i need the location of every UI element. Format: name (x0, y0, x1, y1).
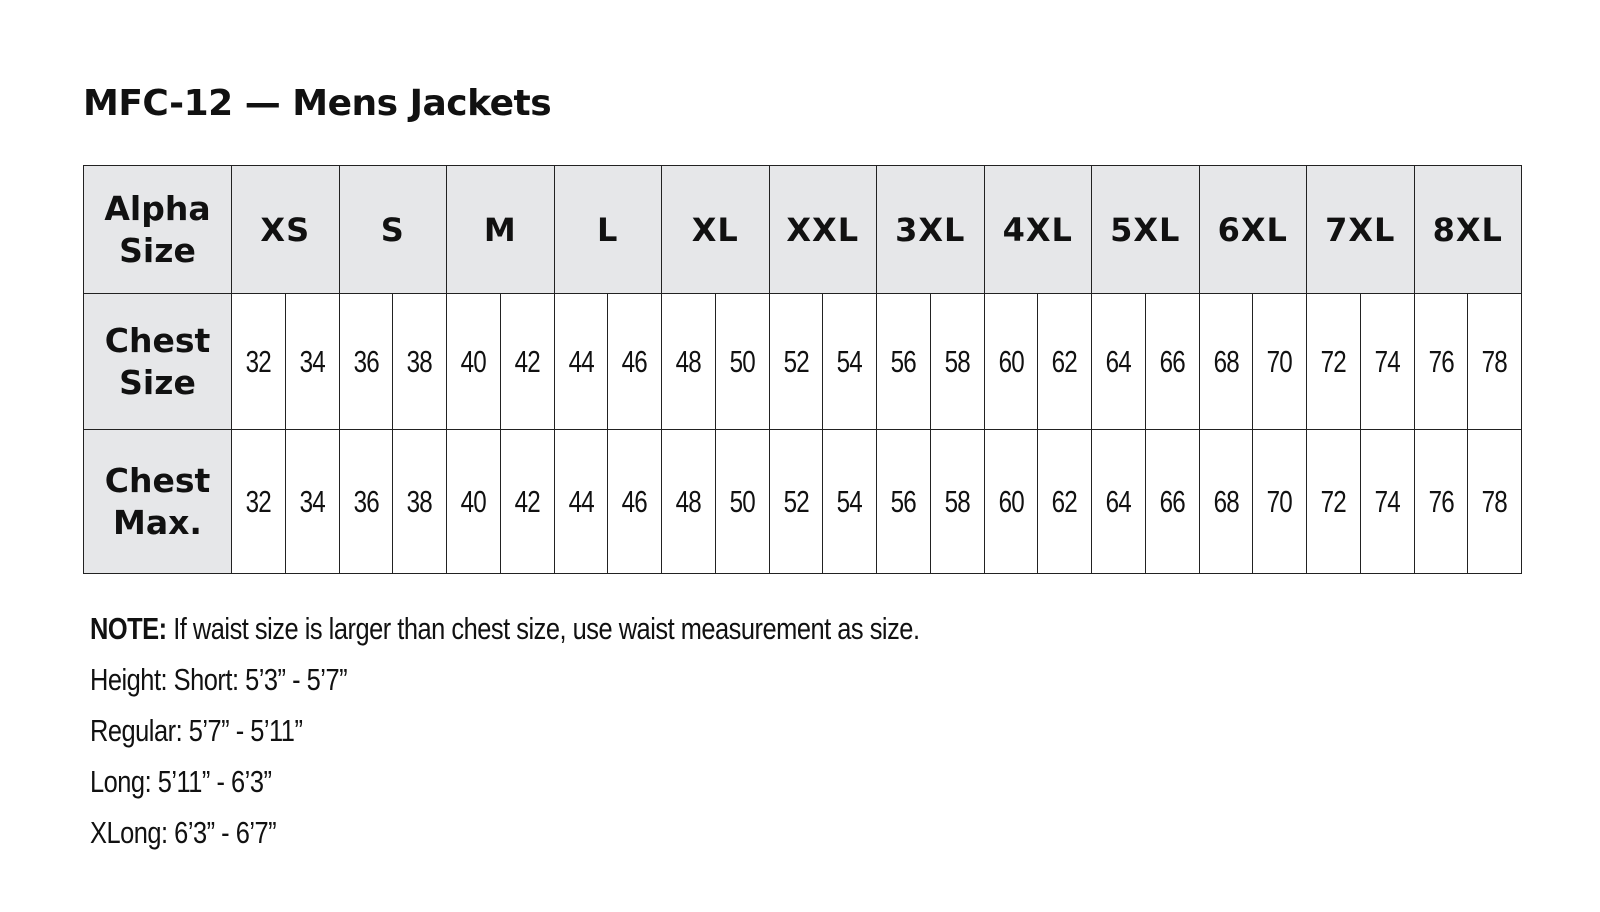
table-row-chest-max (84, 430, 1522, 574)
chest-max-cell (339, 430, 393, 574)
notes-list (90, 603, 1102, 858)
chest-size-cell (984, 294, 1038, 430)
page-title: MFC-12 — Mens Jackets (83, 83, 552, 124)
chest-size-cell (339, 294, 393, 430)
alpha-size-cell: M (447, 166, 555, 294)
chest-max-cell-value: 56 (890, 483, 917, 519)
chest-size-cell (1468, 294, 1522, 430)
chest-size-cell-value: 50 (729, 343, 755, 379)
alpha-size-cell: 7XL (1307, 166, 1415, 294)
chest-max-cell-value: 46 (621, 483, 648, 519)
chest-size-cell-value: 44 (568, 343, 594, 379)
chest-size-cell-value: 54 (836, 343, 863, 379)
chest-max-cell-value: 34 (299, 483, 325, 519)
chest-max-cell (984, 430, 1038, 574)
chest-size-cell-value: 52 (783, 343, 809, 379)
chest-size-cell-value: 64 (1105, 343, 1132, 379)
table-row-chest-size (84, 294, 1522, 430)
chest-size-cell (715, 294, 769, 430)
size-chart-table (83, 165, 1522, 574)
chest-max-cell (715, 430, 769, 574)
row-header-line: Alpha (104, 188, 211, 228)
chest-size-cell-value: 38 (406, 343, 433, 379)
alpha-size-cell: 5XL (1092, 166, 1200, 294)
chest-max-cell-value: 40 (460, 483, 487, 519)
chest-max-cell-value: 58 (944, 483, 970, 519)
chest-size-cell-value: 66 (1159, 343, 1185, 379)
height-xlong-line: XLong: 6’3” - 6’7” (90, 815, 277, 850)
chest-max-cell-value: 50 (729, 483, 755, 519)
alpha-size-cell: 3XL (877, 166, 985, 294)
chest-size-cell (930, 294, 984, 430)
chest-max-cell-value: 74 (1374, 483, 1400, 519)
chest-size-cell-value: 40 (460, 343, 487, 379)
chest-size-cell-value: 42 (514, 343, 540, 379)
chest-size-cell (447, 294, 501, 430)
chest-max-cell-value: 36 (353, 483, 379, 519)
chest-size-cell (393, 294, 447, 430)
chest-max-cell (1360, 430, 1414, 574)
chest-size-cell (500, 294, 554, 430)
chest-max-cell (877, 430, 931, 574)
chest-max-cell (608, 430, 662, 574)
chest-max-cell (823, 430, 877, 574)
chest-max-cell (393, 430, 447, 574)
row-header-line: Chest (104, 320, 211, 360)
chest-size-cell (285, 294, 339, 430)
chest-max-cell (769, 430, 823, 574)
alpha-size-cell: 6XL (1199, 166, 1307, 294)
chest-size-cell-value: 72 (1320, 343, 1347, 379)
chest-max-cell-value: 78 (1481, 483, 1508, 519)
chest-max-cell (1038, 430, 1092, 574)
chest-size-cell (662, 294, 716, 430)
chest-size-cell (1414, 294, 1468, 430)
height-regular-line: Regular: 5’7” - 5’11” (90, 713, 303, 748)
row-header-line: Size (119, 362, 196, 402)
chest-size-cell-value: 68 (1213, 343, 1239, 379)
chest-max-cell-value: 48 (675, 483, 702, 519)
chest-max-cell (1253, 430, 1307, 574)
note-line (90, 603, 920, 654)
row-header-alpha-size (84, 166, 232, 294)
chest-max-cell-value: 42 (514, 483, 540, 519)
chest-size-cell-value: 34 (299, 343, 325, 379)
chest-size-cell (1307, 294, 1361, 430)
chest-size-cell (1092, 294, 1146, 430)
row-header-chest-max (84, 430, 232, 574)
chest-size-cell-value: 76 (1428, 343, 1454, 379)
chest-max-cell (447, 430, 501, 574)
chest-max-cell-value: 38 (406, 483, 433, 519)
chest-size-cell (554, 294, 608, 430)
chest-size-cell (232, 294, 286, 430)
chest-max-cell-value: 66 (1159, 483, 1185, 519)
chest-size-cell-value: 78 (1481, 343, 1508, 379)
chest-max-cell-value: 64 (1105, 483, 1132, 519)
chest-size-cell (769, 294, 823, 430)
chest-size-cell (1038, 294, 1092, 430)
chest-size-cell-value: 58 (944, 343, 970, 379)
chest-max-cell-value: 76 (1428, 483, 1454, 519)
chest-size-cell (877, 294, 931, 430)
table-row-alpha-size (84, 166, 1522, 294)
chest-size-cell-value: 48 (675, 343, 702, 379)
chest-max-cell (1092, 430, 1146, 574)
chest-max-cell-value: 72 (1320, 483, 1347, 519)
alpha-size-cell: L (554, 166, 662, 294)
alpha-size-cell: S (339, 166, 447, 294)
chest-max-cell (285, 430, 339, 574)
chest-max-cell (554, 430, 608, 574)
alpha-size-cell: XL (662, 166, 770, 294)
chest-size-cell (1360, 294, 1414, 430)
chest-size-cell (1199, 294, 1253, 430)
chest-max-cell-value: 52 (783, 483, 809, 519)
chest-size-cell-value: 56 (890, 343, 917, 379)
chest-max-cell-value: 44 (568, 483, 594, 519)
chest-size-cell-value: 70 (1266, 343, 1293, 379)
chest-size-cell-value: 74 (1374, 343, 1400, 379)
chest-max-cell-value: 70 (1266, 483, 1293, 519)
note-label: NOTE: (90, 611, 167, 646)
row-header-line: Max. (113, 502, 202, 542)
chest-max-cell (500, 430, 554, 574)
alpha-size-cell: XXL (769, 166, 877, 294)
chest-max-cell (232, 430, 286, 574)
row-header-chest-size (84, 294, 232, 430)
chest-max-cell (662, 430, 716, 574)
chest-max-cell-value: 68 (1213, 483, 1239, 519)
alpha-size-cell: 8XL (1414, 166, 1522, 294)
chest-size-cell (608, 294, 662, 430)
chest-max-cell-value: 60 (998, 483, 1024, 519)
chest-max-cell (1468, 430, 1522, 574)
note-text: If waist size is larger than chest size, use waist measurement as size. (166, 611, 920, 646)
chest-max-cell-value: 32 (245, 483, 272, 519)
row-header-line: Size (119, 230, 196, 270)
chest-max-cell (1145, 430, 1199, 574)
alpha-size-cell: XS (232, 166, 340, 294)
height-long-line: Long: 5’11” - 6’3” (90, 764, 272, 799)
chest-max-cell (1199, 430, 1253, 574)
alpha-size-cell: 4XL (984, 166, 1092, 294)
chest-size-cell-value: 36 (353, 343, 379, 379)
chest-max-cell (1414, 430, 1468, 574)
chest-size-cell (823, 294, 877, 430)
row-header-line: Chest (104, 460, 211, 500)
height-short-line: Height: Short: 5’3” - 5’7” (90, 662, 348, 697)
chest-size-cell-value: 46 (621, 343, 648, 379)
chest-max-cell (1307, 430, 1361, 574)
chest-size-cell-value: 62 (1051, 343, 1078, 379)
chest-max-cell-value: 62 (1051, 483, 1078, 519)
chest-max-cell-value: 54 (836, 483, 863, 519)
chest-size-cell (1253, 294, 1307, 430)
chest-size-cell-value: 60 (998, 343, 1024, 379)
chest-max-cell (930, 430, 984, 574)
chest-size-cell (1145, 294, 1199, 430)
chest-size-cell-value: 32 (245, 343, 272, 379)
